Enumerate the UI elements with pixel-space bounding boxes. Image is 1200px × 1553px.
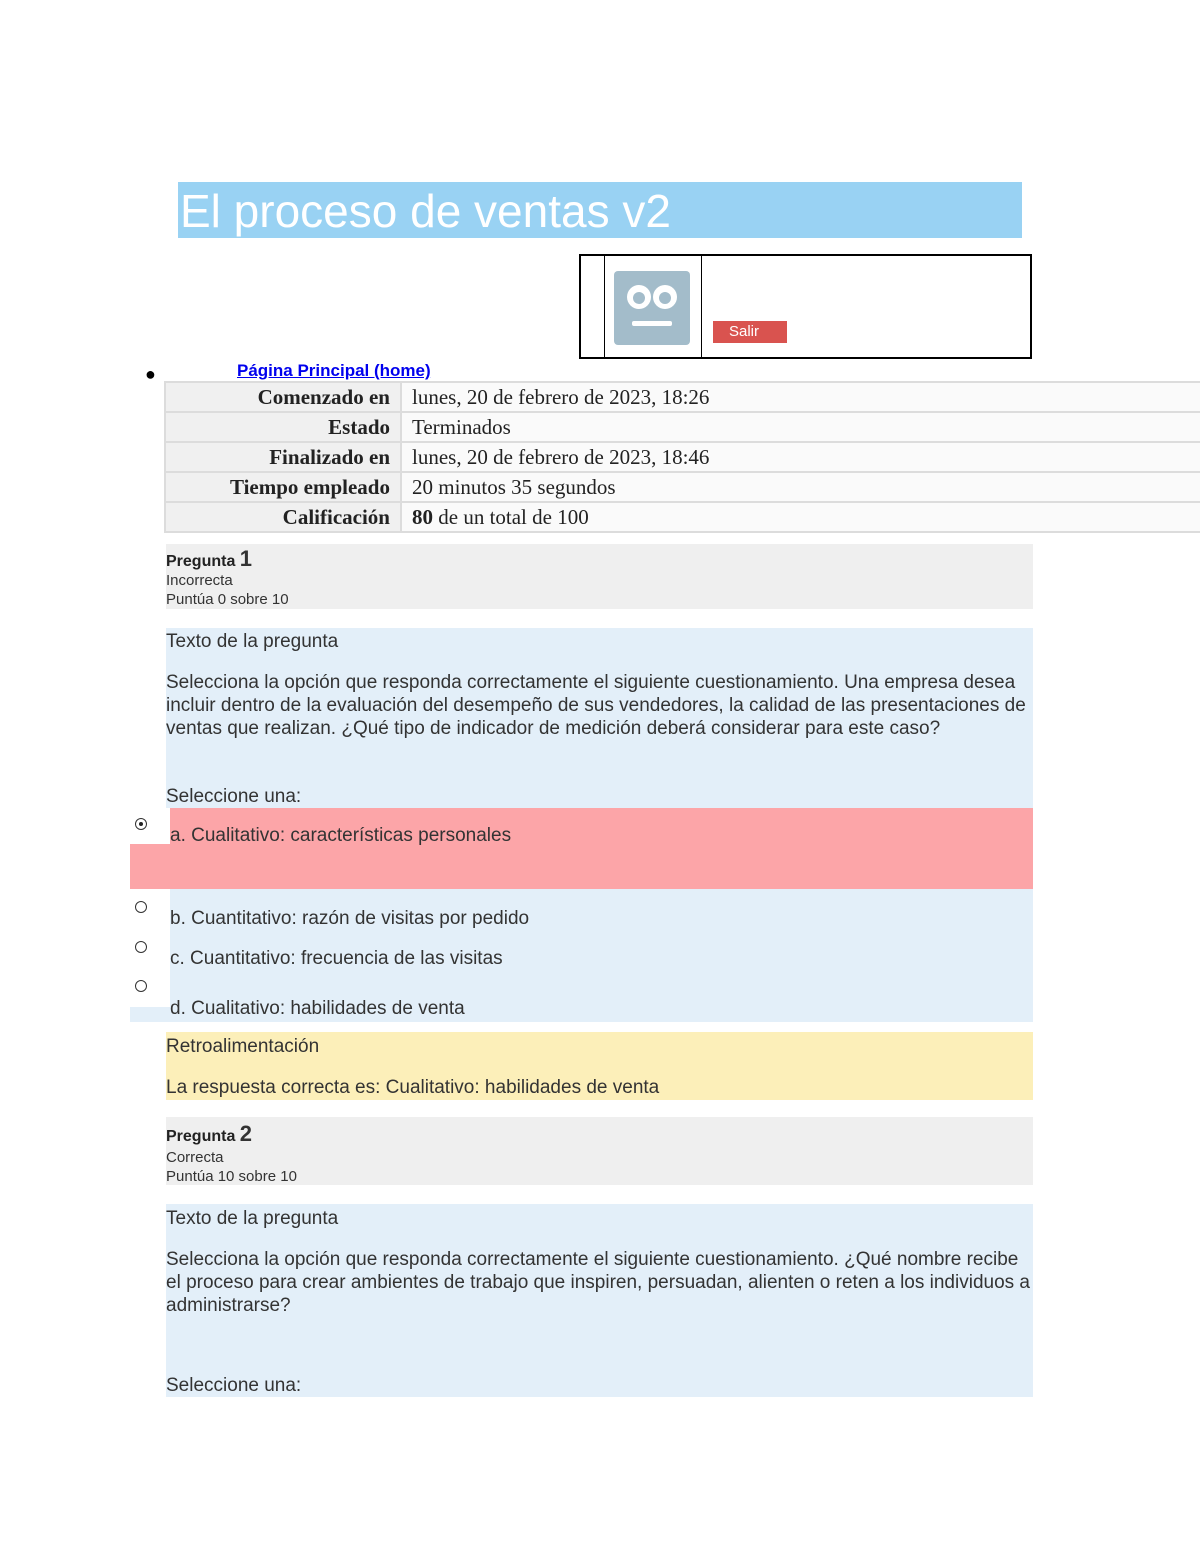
option-b-radio[interactable] — [135, 901, 147, 913]
question-status: Correcta — [166, 1149, 224, 1166]
option-c-label[interactable]: c. Cuantitativo: frecuencia de las visitas — [170, 948, 503, 969]
question-text: Selecciona la opción que responda correctamente el siguiente cuestionamiento. ¿Qué nombre recibe el proceso para crear ambientes de trabajo que inspiren, persuadan, alienten o reten a los individuos a administrarse? — [166, 1249, 1030, 1316]
summary-key: Calificación — [165, 502, 401, 532]
question-text-heading: Texto de la pregunta — [166, 631, 339, 652]
option-a-label[interactable]: a. Cualitativo: características personales — [170, 825, 512, 846]
summary-row — [165, 502, 1200, 532]
summary-key: Finalizado en — [165, 442, 401, 472]
grade-value: 80 — [412, 504, 433, 529]
summary-row — [165, 382, 1200, 412]
home-link[interactable]: Página Principal (home) — [237, 361, 431, 380]
question-content — [166, 1204, 1033, 1397]
summary-value: Terminados — [401, 412, 1200, 442]
grade-total: de un total de 100 — [433, 504, 589, 529]
question-status: Incorrecta — [166, 572, 233, 589]
option-a-radio[interactable] — [135, 818, 147, 830]
question-prompt: Seleccione una: — [166, 1375, 302, 1396]
feedback-heading: Retroalimentación — [166, 1036, 320, 1057]
option-b-label[interactable]: b. Cuantitativo: razón de visitas por pedido — [170, 908, 530, 929]
option-d-label[interactable]: d. Cualitativo: habilidades de venta — [170, 998, 465, 1019]
question-prompt: Seleccione una: — [166, 786, 302, 807]
question-info — [166, 1117, 1033, 1185]
question-number: 2 — [239, 1121, 253, 1146]
summary-row — [165, 472, 1200, 502]
incorrect-answer-highlight — [130, 808, 1033, 889]
user-menu — [579, 254, 1032, 359]
attempt-summary-table — [164, 381, 1200, 533]
divider — [701, 256, 702, 357]
divider — [604, 256, 605, 357]
summary-row — [165, 442, 1200, 472]
page-title-bar — [178, 182, 1022, 238]
question-number: 1 — [239, 546, 253, 571]
question-info — [166, 544, 1033, 609]
summary-value: lunes, 20 de febrero de 2023, 18:46 — [401, 442, 1200, 472]
summary-key: Estado — [165, 412, 401, 442]
question-label: Pregunta — [166, 553, 236, 570]
summary-key: Comenzado en — [165, 382, 401, 412]
question-score: Puntúa 10 sobre 10 — [166, 1168, 297, 1185]
logout-button[interactable]: Salir — [713, 321, 787, 343]
question-score: Puntúa 0 sobre 10 — [166, 591, 289, 608]
option-d-radio[interactable] — [135, 980, 147, 992]
nav-bullet: ● — [145, 364, 156, 384]
question-label: Pregunta — [166, 1128, 236, 1145]
summary-value: lunes, 20 de febrero de 2023, 18:26 — [401, 382, 1200, 412]
feedback-box — [166, 1032, 1033, 1100]
page-title: El proceso de ventas v2 — [180, 185, 671, 237]
question-text-heading: Texto de la pregunta — [166, 1208, 339, 1229]
feedback-text: La respuesta correcta es: Cualitativo: habilidades de venta — [166, 1077, 660, 1098]
summary-value: 20 minutos 35 segundos — [401, 472, 1200, 502]
summary-key: Tiempo empleado — [165, 472, 401, 502]
option-c-radio[interactable] — [135, 941, 147, 953]
summary-value — [401, 502, 1200, 532]
question-text: Selecciona la opción que responda correctamente el siguiente cuestionamiento. Una empresa desea incluir dentro de la evaluación del desempeño de sus vendedores, la calidad de las presentaciones de ventas que realizan. ¿Qué tipo de indicador de medición deberá considerar para este caso? — [166, 672, 1026, 739]
user-avatar-icon[interactable] — [614, 271, 690, 345]
summary-row — [165, 412, 1200, 442]
